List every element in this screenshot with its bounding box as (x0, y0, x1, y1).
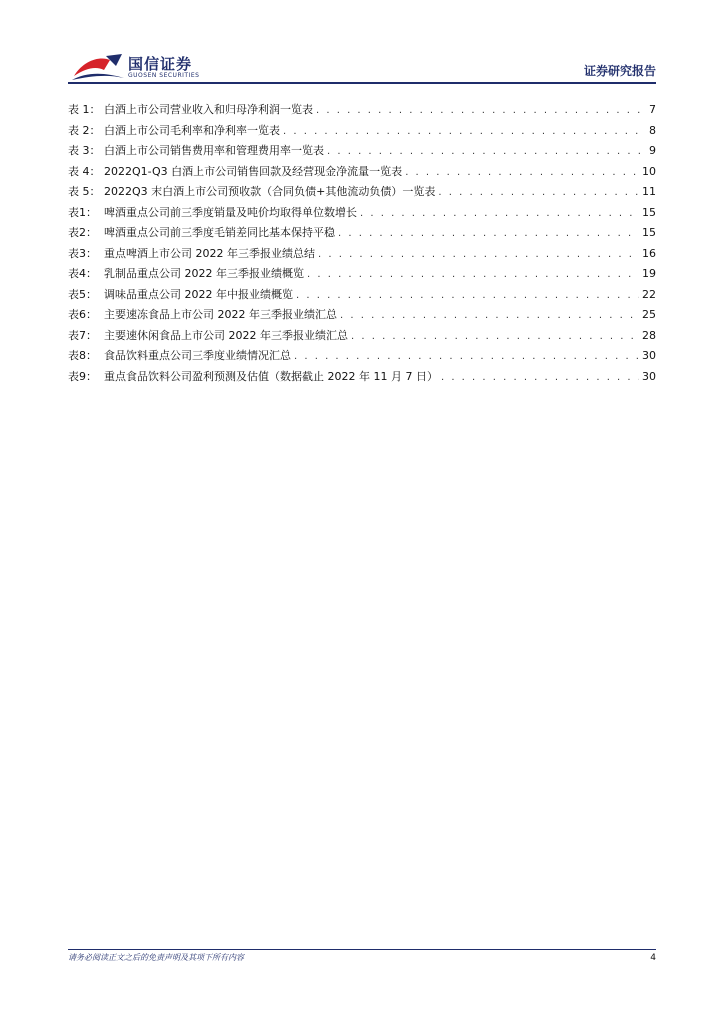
toc-entry[interactable] (68, 182, 656, 203)
page-number: 4 (650, 953, 656, 963)
toc-entry-label: 表5： (68, 287, 97, 301)
toc-entry-title: 啤酒重点公司前三季度毛销差同比基本保持平稳 (104, 226, 335, 239)
toc-leader-dots (318, 245, 639, 266)
toc-entry-page: 16 (642, 246, 656, 260)
toc-entry-label: 表 5： (68, 185, 101, 198)
toc-leader-dots (294, 347, 639, 368)
toc-entry-label: 表4： (68, 267, 97, 280)
toc-entry[interactable] (68, 367, 656, 388)
toc-entry[interactable] (68, 244, 656, 265)
toc-leader-dots (327, 142, 641, 163)
toc-entry-label: 表6： (68, 308, 97, 321)
toc-leader-dots (438, 183, 639, 204)
toc-entry[interactable] (68, 141, 656, 162)
toc-entry-page: 11 (642, 185, 656, 198)
toc-entry-title: 主要速休闲食品上市公司 2022 年三季报业绩汇总 (104, 328, 348, 342)
toc-leader-dots (360, 204, 639, 225)
toc-entry-page: 25 (642, 308, 656, 321)
toc-entry-page: 10 (642, 164, 656, 178)
toc-entry-title: 2022Q1-Q3 白酒上市公司销售回款及经营现金净流量一览表 (104, 164, 403, 178)
toc-leader-dots (283, 122, 641, 143)
toc-leader-dots (307, 265, 639, 286)
toc-entry-label: 表 4： (68, 164, 101, 178)
toc-entry-title: 重点食品饮料公司盈利预测及估值（数据截止 2022 年 11 月 7 日） (104, 369, 438, 383)
toc-entry[interactable] (68, 162, 656, 183)
guosen-logo (70, 50, 210, 84)
page-header (0, 0, 724, 90)
toc-entry-title: 重点啤酒上市公司 2022 年三季报业绩总结 (104, 246, 315, 260)
toc-leader-dots (316, 101, 641, 122)
logo-english-name: GUOSEN SECURITIES (128, 72, 200, 79)
toc-entry-page: 8 (649, 123, 656, 137)
toc-entry-title: 主要速冻食品上市公司 2022 年三季报业绩汇总 (104, 308, 337, 321)
toc-entry-title: 白酒上市公司营业收入和归母净利润一览表 (104, 103, 313, 116)
toc-entry[interactable] (68, 346, 656, 367)
toc-entry-title: 调味品重点公司 2022 年中报业绩概览 (104, 287, 293, 301)
toc-entry-label: 表 1： (68, 103, 101, 116)
toc-entry-page: 30 (642, 369, 656, 383)
toc-entry[interactable] (68, 100, 656, 121)
toc-entry[interactable] (68, 264, 656, 285)
toc-entry-label: 表9： (68, 369, 97, 383)
footer-disclaimer: 请务必阅读正文之后的免责声明及其项下所有内容 (68, 953, 244, 962)
toc-entry[interactable] (68, 326, 656, 347)
toc-entry-page: 30 (642, 349, 656, 362)
toc-entry-page: 19 (642, 267, 656, 280)
toc-entry-label: 表7： (68, 328, 97, 342)
toc-entry-title: 乳制品重点公司 2022 年三季报业绩概览 (104, 267, 304, 280)
toc-leader-dots (338, 224, 639, 245)
logo-chinese-name: 国信证券 (128, 55, 193, 73)
toc-entry-page: 22 (642, 287, 656, 301)
toc-leader-dots (340, 306, 639, 327)
toc-entry-page: 7 (649, 103, 656, 116)
toc-entry-title: 白酒上市公司毛利率和净利率一览表 (104, 123, 280, 137)
toc-entry[interactable] (68, 121, 656, 142)
toc-entry-title: 2022Q3 末白酒上市公司预收款（合同负债+其他流动负债）一览表 (104, 185, 436, 198)
toc-entry-page: 15 (642, 226, 656, 239)
toc-entry-page: 9 (649, 144, 656, 157)
guosen-logo-icon (70, 50, 126, 84)
toc-entry-label: 表8： (68, 349, 97, 362)
toc-entry-label: 表2： (68, 226, 97, 239)
report-type-label: 证券研究报告 (583, 64, 656, 78)
toc-entry-page: 15 (642, 205, 656, 219)
toc-entry-label: 表1： (68, 205, 97, 219)
footer-divider (68, 949, 656, 950)
toc-leader-dots (441, 368, 639, 389)
toc-entry[interactable] (68, 203, 656, 224)
toc-leader-dots (351, 327, 639, 348)
toc-entry-label: 表 3： (68, 144, 101, 157)
toc-leader-dots (296, 286, 639, 307)
toc-entry-label: 表 2： (68, 123, 101, 137)
toc-entry-page: 28 (642, 328, 656, 342)
toc-entry-label: 表3： (68, 246, 97, 260)
toc-entry[interactable] (68, 223, 656, 244)
toc-entry-title: 啤酒重点公司前三季度销量及吨价均取得单位数增长 (104, 205, 357, 219)
toc-leader-dots (405, 163, 639, 184)
toc-entry-title: 食品饮料重点公司三季度业绩情况汇总 (104, 349, 291, 362)
toc-entry[interactable] (68, 285, 656, 306)
header-divider (68, 82, 656, 84)
toc-entry[interactable] (68, 305, 656, 326)
toc-entry-title: 白酒上市公司销售费用率和管理费用率一览表 (104, 144, 324, 157)
table-of-tables (68, 100, 656, 387)
